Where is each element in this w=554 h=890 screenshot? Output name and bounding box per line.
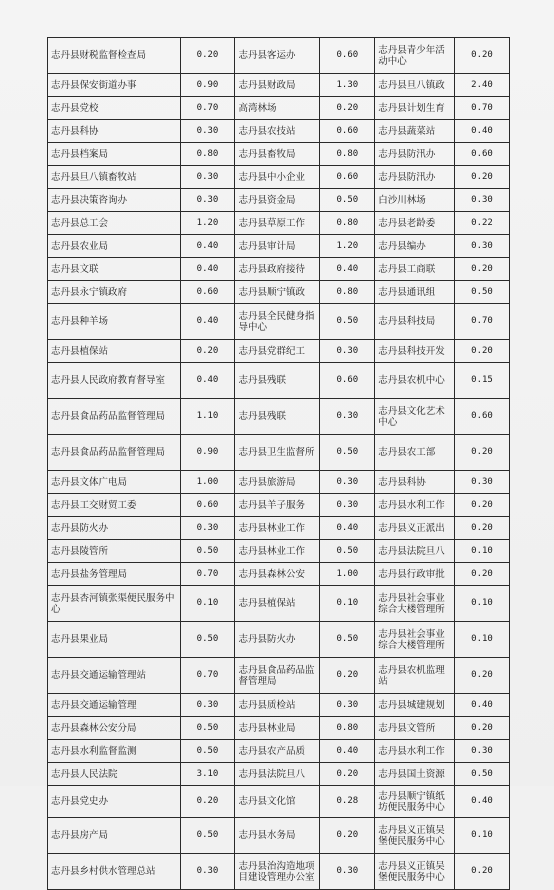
table-row [48, 740, 510, 763]
amount-cell: 0.20 [455, 717, 510, 740]
amount-cell: 0.30 [455, 235, 510, 258]
amount-cell: 0.10 [180, 586, 235, 622]
unit-name-cell: 志丹县文管所 [375, 717, 455, 740]
amount-cell: 0.20 [455, 854, 510, 890]
unit-name-cell: 志丹县防汛办 [375, 166, 455, 189]
amount-cell: 0.30 [455, 740, 510, 763]
amount-cell: 0.40 [455, 786, 510, 818]
amount-cell: 0.50 [180, 717, 235, 740]
amount-cell: 0.20 [455, 494, 510, 517]
amount-cell: 0.30 [320, 340, 375, 363]
amount-cell: 0.10 [320, 586, 375, 622]
amount-cell: 1.20 [180, 212, 235, 235]
unit-name-cell: 志丹县总工会 [48, 212, 181, 235]
amount-cell: 1.10 [180, 399, 235, 435]
allocation-table [47, 37, 510, 890]
amount-cell: 0.20 [180, 786, 235, 818]
amount-cell: 0.40 [320, 517, 375, 540]
unit-name-cell: 志丹县果业局 [48, 622, 181, 658]
amount-cell: 0.40 [320, 740, 375, 763]
unit-name-cell: 志丹县社会事业综合大楼管理所 [375, 622, 455, 658]
amount-cell: 0.60 [455, 143, 510, 166]
amount-cell: 0.10 [455, 818, 510, 854]
amount-cell: 0.70 [180, 97, 235, 120]
unit-name-cell: 志丹县林业工作 [235, 540, 320, 563]
amount-cell: 0.20 [455, 435, 510, 471]
unit-name-cell: 志丹县水利工作 [375, 740, 455, 763]
amount-cell: 0.80 [320, 212, 375, 235]
amount-cell: 0.80 [320, 281, 375, 304]
unit-name-cell: 志丹县中小企业 [235, 166, 320, 189]
amount-cell: 0.20 [455, 166, 510, 189]
amount-cell: 1.20 [320, 235, 375, 258]
unit-name-cell: 志丹县科技局 [375, 304, 455, 340]
amount-cell: 3.10 [180, 763, 235, 786]
amount-cell: 0.50 [180, 818, 235, 854]
amount-cell: 0.20 [455, 563, 510, 586]
amount-cell: 0.20 [455, 658, 510, 694]
unit-name-cell: 志丹县农机中心 [375, 363, 455, 399]
amount-cell: 0.20 [320, 658, 375, 694]
amount-cell: 0.60 [180, 494, 235, 517]
amount-cell: 0.30 [455, 471, 510, 494]
unit-name-cell: 志丹县旅游局 [235, 471, 320, 494]
unit-name-cell: 志丹县交通运输管理站 [48, 658, 181, 694]
unit-name-cell: 志丹县文体广电局 [48, 471, 181, 494]
unit-name-cell: 志丹县客运办 [235, 38, 320, 74]
amount-cell: 1.00 [180, 471, 235, 494]
unit-name-cell: 志丹县档案局 [48, 143, 181, 166]
amount-cell: 0.50 [320, 435, 375, 471]
unit-name-cell: 志丹县全民健身指导中心 [235, 304, 320, 340]
unit-name-cell: 志丹县义正镇吴堡便民服务中心 [375, 854, 455, 890]
unit-name-cell: 志丹县水利监督监测 [48, 740, 181, 763]
table-row [48, 658, 510, 694]
amount-cell: 2.40 [455, 74, 510, 97]
unit-name-cell: 志丹县党校 [48, 97, 181, 120]
amount-cell: 0.70 [455, 97, 510, 120]
amount-cell: 0.22 [455, 212, 510, 235]
amount-cell: 0.30 [180, 166, 235, 189]
table-row [48, 363, 510, 399]
amount-cell: 0.50 [320, 622, 375, 658]
unit-name-cell: 志丹县文联 [48, 258, 181, 281]
unit-name-cell: 志丹县国土资源 [375, 763, 455, 786]
unit-name-cell: 志丹县卫生监督所 [235, 435, 320, 471]
unit-name-cell: 志丹县治沟造地项目建设管理办公室 [235, 854, 320, 890]
amount-cell: 0.60 [320, 120, 375, 143]
amount-cell: 0.30 [180, 189, 235, 212]
unit-name-cell: 志丹县保安街道办事 [48, 74, 181, 97]
amount-cell: 0.70 [180, 658, 235, 694]
amount-cell: 0.20 [180, 38, 235, 74]
unit-name-cell: 志丹县防火办 [48, 517, 181, 540]
unit-name-cell: 志丹县交通运输管理 [48, 694, 181, 717]
table-row [48, 818, 510, 854]
table-row [48, 340, 510, 363]
amount-cell: 0.30 [180, 517, 235, 540]
amount-cell: 0.50 [180, 622, 235, 658]
table-row [48, 763, 510, 786]
unit-name-cell: 志丹县顺宁镇纸坊便民服务中心 [375, 786, 455, 818]
unit-name-cell: 志丹县残联 [235, 363, 320, 399]
unit-name-cell: 志丹县科技开发 [375, 340, 455, 363]
table-row [48, 854, 510, 890]
unit-name-cell: 志丹县永宁镇政府 [48, 281, 181, 304]
amount-cell: 0.50 [180, 540, 235, 563]
unit-name-cell: 志丹县人民法院 [48, 763, 181, 786]
amount-cell: 0.40 [180, 235, 235, 258]
unit-name-cell: 志丹县植保站 [235, 586, 320, 622]
amount-cell: 0.40 [455, 694, 510, 717]
table-row [48, 166, 510, 189]
amount-cell: 0.20 [320, 818, 375, 854]
unit-name-cell: 志丹县城建规划 [375, 694, 455, 717]
table-row [48, 74, 510, 97]
unit-name-cell: 志丹县残联 [235, 399, 320, 435]
amount-cell: 0.90 [180, 74, 235, 97]
unit-name-cell: 志丹县财税监督检查局 [48, 38, 181, 74]
amount-cell: 0.60 [320, 363, 375, 399]
unit-name-cell: 志丹县水务局 [235, 818, 320, 854]
amount-cell: 0.90 [180, 435, 235, 471]
unit-name-cell: 志丹县文化艺术中心 [375, 399, 455, 435]
unit-name-cell: 志丹县森林公安 [235, 563, 320, 586]
table-row [48, 258, 510, 281]
amount-cell: 0.30 [455, 189, 510, 212]
table-row [48, 586, 510, 622]
table-row [48, 143, 510, 166]
unit-name-cell: 志丹县义正派出 [375, 517, 455, 540]
unit-name-cell: 志丹县资金局 [235, 189, 320, 212]
unit-name-cell: 志丹县农工部 [375, 435, 455, 471]
unit-name-cell: 志丹县食品药品监督管理局 [235, 658, 320, 694]
table-row [48, 399, 510, 435]
unit-name-cell: 志丹县计划生育 [375, 97, 455, 120]
unit-name-cell: 志丹县质检站 [235, 694, 320, 717]
unit-name-cell: 志丹县老龄委 [375, 212, 455, 235]
amount-cell: 0.50 [455, 763, 510, 786]
unit-name-cell: 志丹县文化馆 [235, 786, 320, 818]
unit-name-cell: 志丹县林业局 [235, 717, 320, 740]
unit-name-cell: 志丹县行政审批 [375, 563, 455, 586]
table-row [48, 38, 510, 74]
unit-name-cell: 志丹县陵管所 [48, 540, 181, 563]
table-row [48, 494, 510, 517]
unit-name-cell: 志丹县蔬菜站 [375, 120, 455, 143]
unit-name-cell: 志丹县杏河镇张渠便民服务中心 [48, 586, 181, 622]
unit-name-cell: 志丹县食品药品监督管理局 [48, 399, 181, 435]
unit-name-cell: 志丹县青少年活动中心 [375, 38, 455, 74]
amount-cell: 0.40 [455, 120, 510, 143]
unit-name-cell: 志丹县森林公安分局 [48, 717, 181, 740]
table-row [48, 717, 510, 740]
unit-name-cell: 志丹县盐务管理局 [48, 563, 181, 586]
unit-name-cell: 志丹县乡村供水管理总站 [48, 854, 181, 890]
amount-cell: 0.20 [455, 258, 510, 281]
unit-name-cell: 志丹县义正镇吴堡便民服务中心 [375, 818, 455, 854]
unit-name-cell: 志丹县法院旦八 [235, 763, 320, 786]
unit-name-cell: 志丹县农机监理站 [375, 658, 455, 694]
unit-name-cell: 志丹县旦八镇政 [375, 74, 455, 97]
unit-name-cell: 志丹县法院旦八 [375, 540, 455, 563]
unit-name-cell: 志丹县畜牧局 [235, 143, 320, 166]
table-row [48, 435, 510, 471]
table-row [48, 622, 510, 658]
unit-name-cell: 志丹县科协 [48, 120, 181, 143]
amount-cell: 0.70 [180, 563, 235, 586]
unit-name-cell: 志丹县羊子服务 [235, 494, 320, 517]
unit-name-cell: 志丹县房产局 [48, 818, 181, 854]
unit-name-cell: 志丹县编办 [375, 235, 455, 258]
amount-cell: 0.28 [320, 786, 375, 818]
unit-name-cell: 志丹县植保站 [48, 340, 181, 363]
amount-cell: 0.15 [455, 363, 510, 399]
amount-cell: 0.10 [455, 622, 510, 658]
amount-cell: 0.60 [320, 38, 375, 74]
amount-cell: 0.30 [320, 854, 375, 890]
table-row [48, 304, 510, 340]
table-row [48, 235, 510, 258]
table-row [48, 517, 510, 540]
unit-name-cell: 志丹县农技站 [235, 120, 320, 143]
unit-name-cell: 志丹县通讯组 [375, 281, 455, 304]
unit-name-cell: 志丹县审计局 [235, 235, 320, 258]
unit-name-cell: 志丹县社会事业综合大楼管理所 [375, 586, 455, 622]
table-row [48, 120, 510, 143]
amount-cell: 0.10 [455, 540, 510, 563]
amount-cell: 0.20 [455, 38, 510, 74]
amount-cell: 0.50 [320, 540, 375, 563]
amount-cell: 0.50 [320, 304, 375, 340]
unit-name-cell: 志丹县旦八镇畜牧站 [48, 166, 181, 189]
unit-name-cell: 志丹县工商联 [375, 258, 455, 281]
table-row [48, 694, 510, 717]
amount-cell: 0.30 [320, 471, 375, 494]
amount-cell: 0.40 [180, 304, 235, 340]
unit-name-cell: 志丹县农业局 [48, 235, 181, 258]
amount-cell: 0.40 [180, 258, 235, 281]
unit-name-cell: 志丹县防火办 [235, 622, 320, 658]
unit-name-cell: 志丹县顺宁镇政 [235, 281, 320, 304]
amount-cell: 0.60 [180, 281, 235, 304]
unit-name-cell: 志丹县食品药品监督管理局 [48, 435, 181, 471]
unit-name-cell: 志丹县科协 [375, 471, 455, 494]
amount-cell: 0.20 [455, 340, 510, 363]
unit-name-cell: 志丹县水利工作 [375, 494, 455, 517]
amount-cell: 0.30 [320, 494, 375, 517]
unit-name-cell: 志丹县决策咨询办 [48, 189, 181, 212]
table-row [48, 471, 510, 494]
table-row [48, 786, 510, 818]
table-row [48, 212, 510, 235]
allocation-table-body [48, 38, 510, 890]
amount-cell: 0.20 [455, 517, 510, 540]
amount-cell: 0.20 [180, 340, 235, 363]
amount-cell: 0.20 [320, 763, 375, 786]
amount-cell: 0.80 [320, 143, 375, 166]
amount-cell: 0.60 [455, 399, 510, 435]
unit-name-cell: 志丹县党史办 [48, 786, 181, 818]
table-row [48, 540, 510, 563]
amount-cell: 0.30 [180, 694, 235, 717]
unit-name-cell: 志丹县党群纪工 [235, 340, 320, 363]
amount-cell: 0.30 [180, 854, 235, 890]
unit-name-cell: 志丹县防汛办 [375, 143, 455, 166]
unit-name-cell: 志丹县草原工作 [235, 212, 320, 235]
unit-name-cell: 白沙川林场 [375, 189, 455, 212]
table-row [48, 563, 510, 586]
amount-cell: 0.40 [180, 363, 235, 399]
amount-cell: 0.30 [180, 120, 235, 143]
amount-cell: 0.40 [320, 258, 375, 281]
unit-name-cell: 志丹县人民政府教育督导室 [48, 363, 181, 399]
table-row [48, 281, 510, 304]
amount-cell: 0.50 [455, 281, 510, 304]
amount-cell: 0.50 [180, 740, 235, 763]
amount-cell: 1.30 [320, 74, 375, 97]
table-row [48, 189, 510, 212]
unit-name-cell: 高湾林场 [235, 97, 320, 120]
unit-name-cell: 志丹县农产品质 [235, 740, 320, 763]
unit-name-cell: 志丹县种羊场 [48, 304, 181, 340]
amount-cell: 0.30 [320, 694, 375, 717]
amount-cell: 0.10 [455, 586, 510, 622]
unit-name-cell: 志丹县工交财贸工委 [48, 494, 181, 517]
amount-cell: 0.20 [320, 97, 375, 120]
unit-name-cell: 志丹县林业工作 [235, 517, 320, 540]
amount-cell: 0.30 [320, 399, 375, 435]
amount-cell: 1.00 [320, 563, 375, 586]
amount-cell: 0.70 [455, 304, 510, 340]
amount-cell: 0.60 [320, 166, 375, 189]
unit-name-cell: 志丹县政府接待 [235, 258, 320, 281]
amount-cell: 0.80 [320, 717, 375, 740]
table-row [48, 97, 510, 120]
amount-cell: 0.80 [180, 143, 235, 166]
amount-cell: 0.50 [320, 189, 375, 212]
unit-name-cell: 志丹县财政局 [235, 74, 320, 97]
